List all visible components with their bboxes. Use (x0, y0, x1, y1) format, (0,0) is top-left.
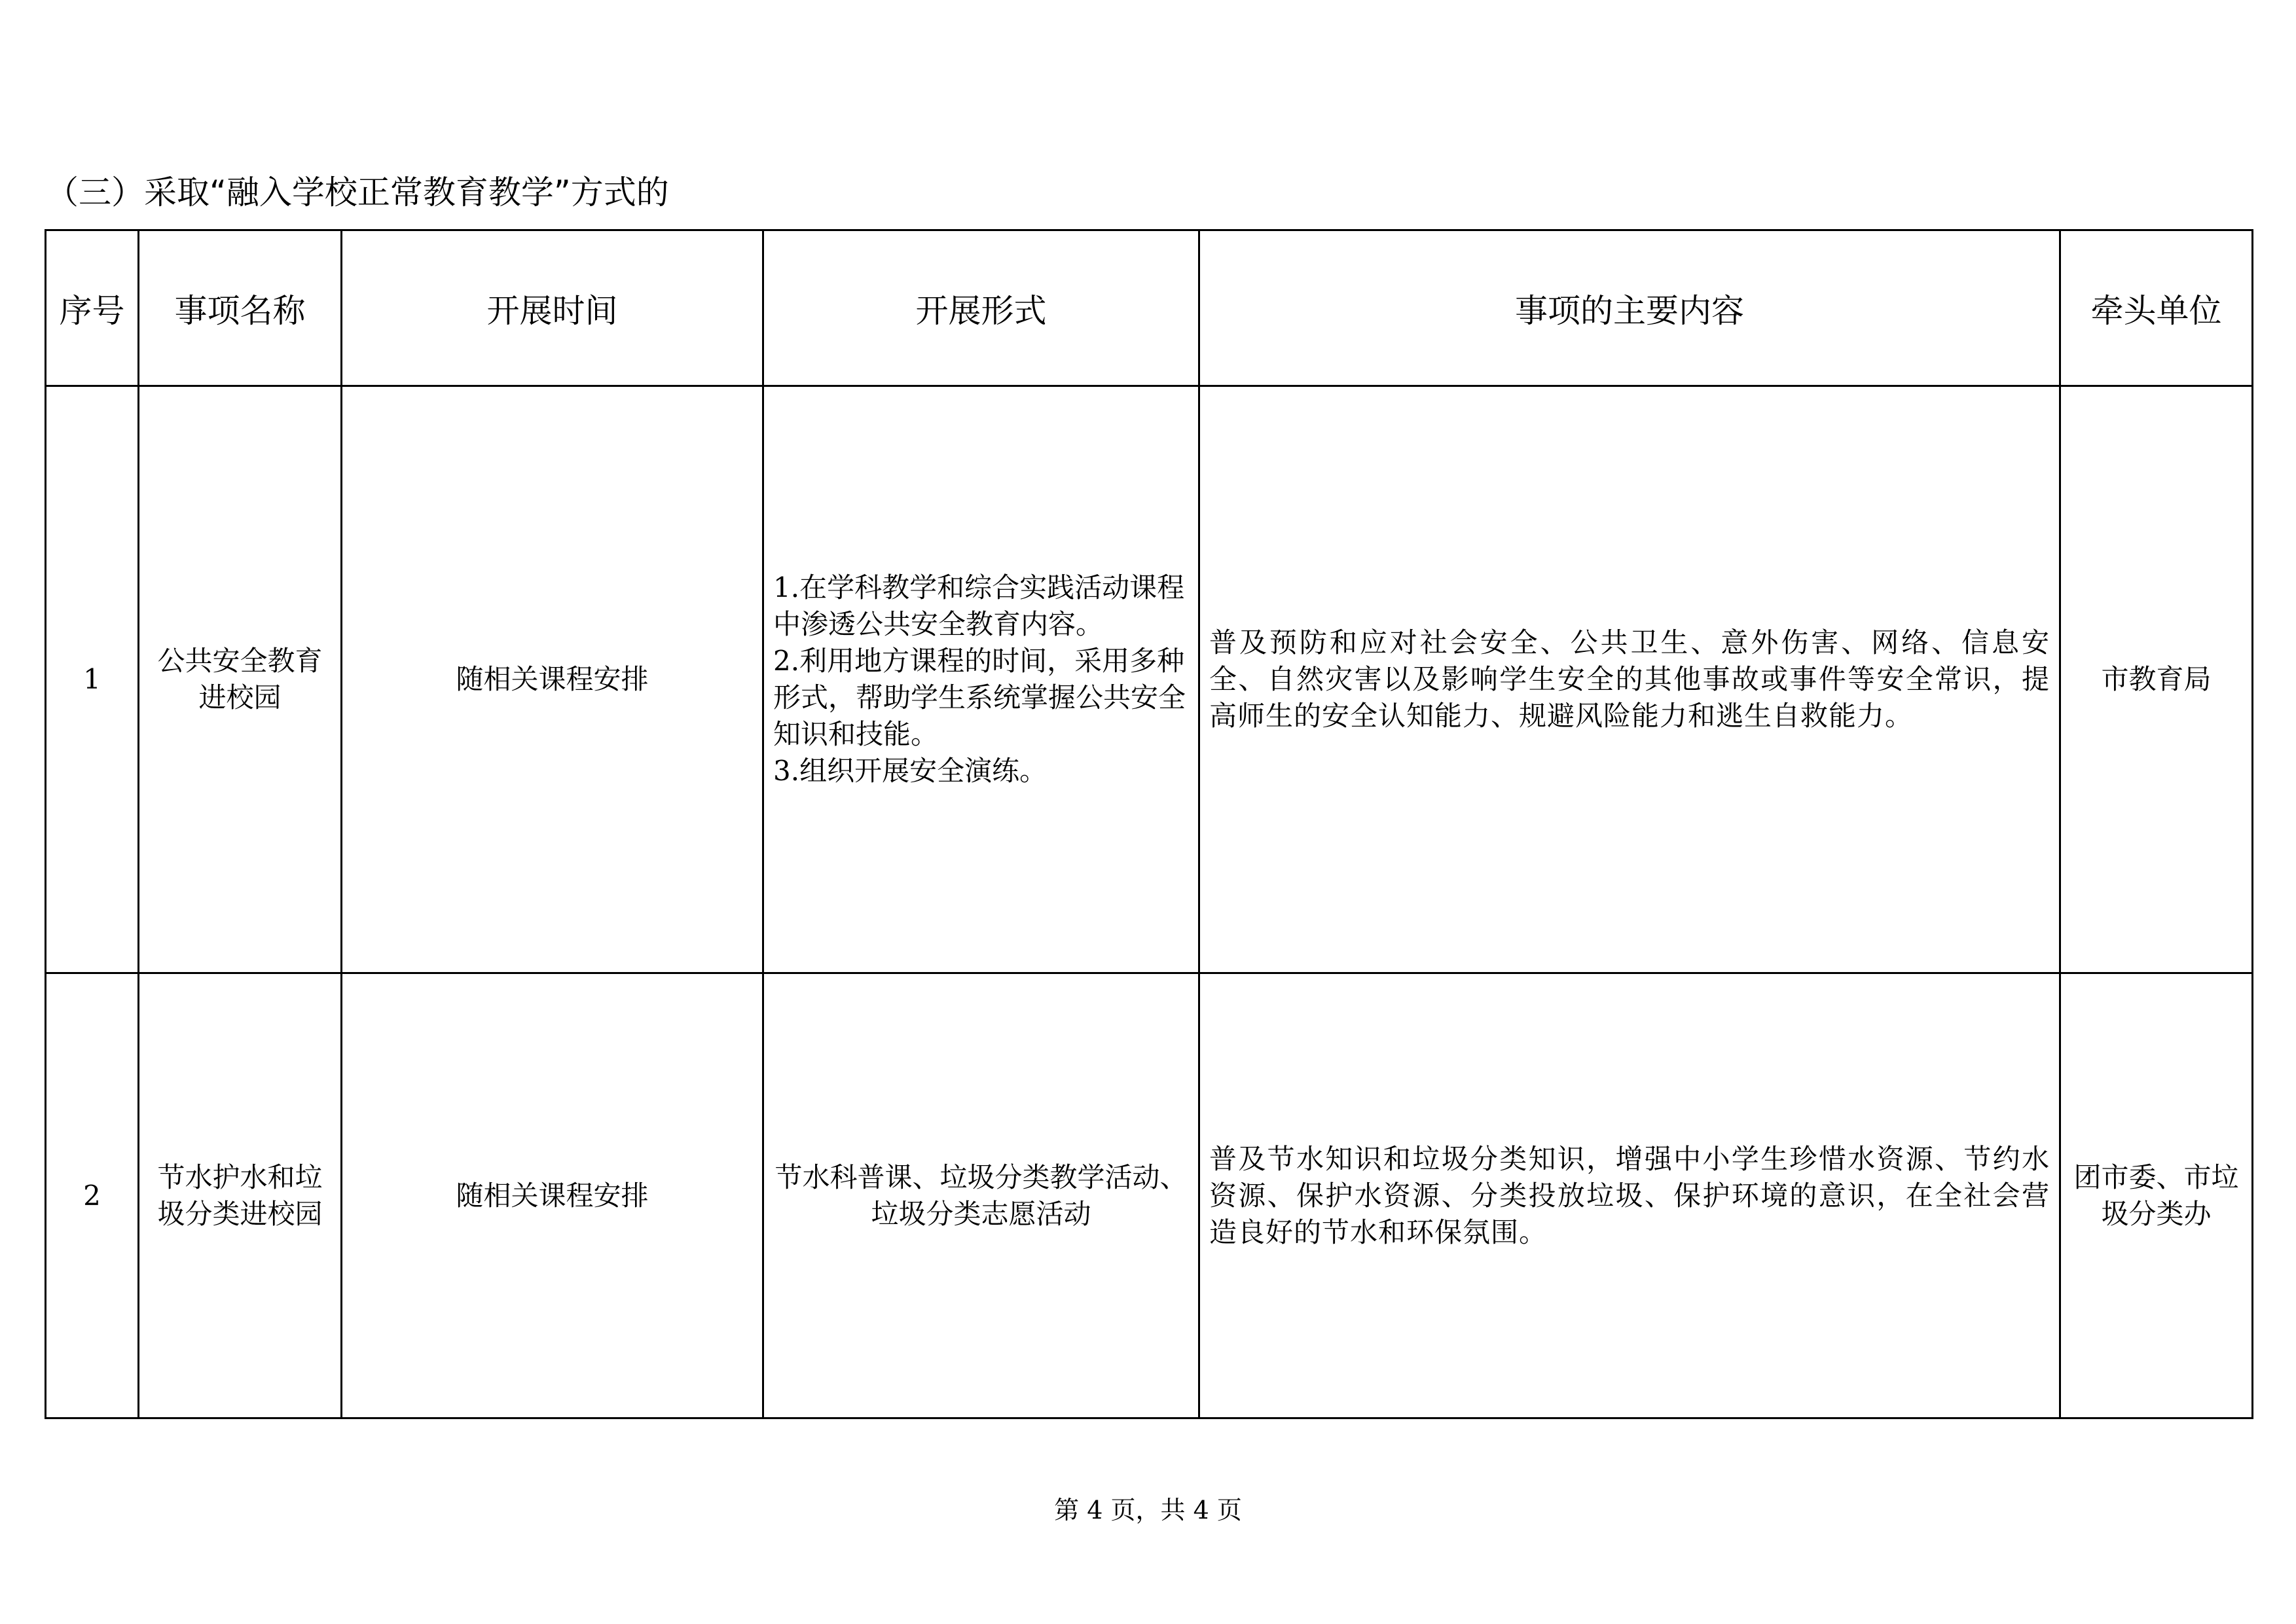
header-form: 开展形式 (763, 230, 1199, 386)
table-row (46, 386, 2253, 973)
row-lead: 团市委、市垃圾分类办 (2060, 973, 2253, 1418)
row-index: 2 (46, 973, 139, 1418)
row-name: 公共安全教育进校园 (139, 386, 342, 973)
row-index: 1 (46, 386, 139, 973)
form-line: 1.在学科教学和综合实践活动课程中渗透公共安全教育内容。 (773, 571, 1185, 640)
header-content: 事项的主要内容 (1199, 230, 2060, 386)
page-footer: 第 4 页，共 4 页 (1054, 1496, 1242, 1525)
header-index: 序号 (46, 230, 139, 386)
row-time: 随相关课程安排 (342, 973, 763, 1418)
table-header-row (46, 230, 2253, 386)
row-name: 节水护水和垃圾分类进校园 (139, 973, 342, 1418)
form-line: 2.利用地方课程的时间，采用多种形式，帮助学生系统掌握公共安全知识和技能。 (773, 645, 1186, 750)
matters-table (45, 229, 2253, 1419)
form-line: 3.组织开展安全演练。 (773, 755, 1048, 787)
section-title: （三）采取“融入学校正常教育教学”方式的 (46, 173, 669, 211)
header-name: 事项名称 (139, 230, 342, 386)
row-form (763, 386, 1199, 973)
row-form: 节水科普课、垃圾分类教学活动、垃圾分类志愿活动 (763, 973, 1199, 1418)
row-time: 随相关课程安排 (342, 386, 763, 973)
table-row (46, 973, 2253, 1418)
row-content: 普及预防和应对社会安全、公共卫生、意外伤害、网络、信息安全、自然灾害以及影响学生安全的其他事故或事件等安全常识，提高师生的安全认知能力、规避风险能力和逃生自救能力。 (1199, 386, 2060, 973)
header-time: 开展时间 (342, 230, 763, 386)
row-content: 普及节水知识和垃圾分类知识，增强中小学生珍惜水资源、节约水资源、保护水资源、分类投放垃圾、保护环境的意识，在全社会营造良好的节水和环保氛围。 (1199, 973, 2060, 1418)
row-lead: 市教育局 (2060, 386, 2253, 973)
header-lead: 牵头单位 (2060, 230, 2253, 386)
